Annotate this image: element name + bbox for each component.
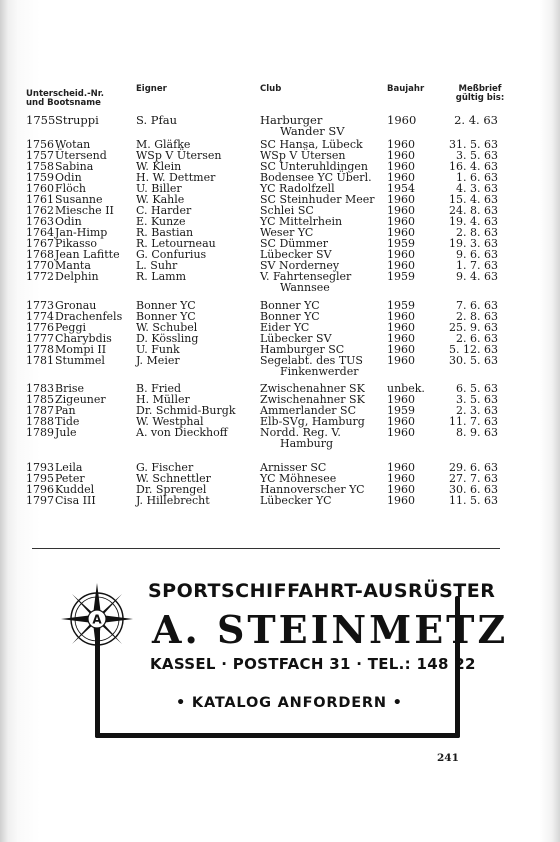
boat-name: Peter [55, 472, 85, 485]
owner-name: E. Kunze [136, 215, 186, 228]
boat-name: Charybdis [55, 332, 112, 345]
owner-name: W. Klein [136, 160, 182, 173]
boat-number: 1777 [26, 332, 54, 345]
owner-name: G. Fischer [136, 461, 194, 474]
club-name: Eider YC [260, 321, 310, 334]
certificate-valid-until: 7. 6. 63 [456, 299, 498, 312]
boat-name: Ütersend [55, 149, 107, 162]
boat-number: 1789 [26, 426, 54, 439]
header-nr-name [26, 90, 104, 108]
boat-name: Odin [55, 171, 82, 184]
header-eigner: Eigner [136, 84, 167, 94]
boat-name: Delphin [55, 270, 99, 283]
boat-name: Wotan [55, 138, 91, 151]
boat-number: 1787 [26, 404, 54, 417]
boat-name: Leila [55, 461, 83, 474]
owner-name: J. Meier [136, 354, 180, 367]
certificate-valid-until: 5. 12. 63 [449, 343, 498, 356]
boat-number: 1756 [26, 138, 54, 151]
owner-name: L. Suhr [136, 259, 178, 272]
build-year: 1959 [387, 237, 415, 250]
certificate-valid-until: 9. 4. 63 [456, 270, 498, 283]
owner-name: D. Kössling [136, 332, 199, 345]
club-name: Elb-SVg, Hamburg [260, 415, 365, 428]
certificate-valid-until: 2. 8. 63 [456, 310, 498, 323]
build-year: 1960 [387, 193, 415, 206]
build-year: 1960 [387, 149, 415, 162]
boat-name: Jan-Himp [55, 226, 108, 239]
club-name: Lübecker SV [260, 332, 332, 345]
owner-name: Bonner YC [136, 299, 196, 312]
boat-number: 1795 [26, 472, 54, 485]
ad-address: KASSEL · POSTFACH 31 · TEL.: 148 22 [150, 655, 476, 673]
certificate-valid-until: 19. 3. 63 [449, 237, 498, 250]
ad-headline: SPORTSCHIFFAHRT-AUSRÜSTER [148, 580, 496, 602]
boat-name: Tide [55, 415, 80, 428]
club-name: SC Steinhuder Meer [260, 193, 375, 206]
club-name: Harburger [260, 113, 323, 127]
build-year: 1960 [387, 415, 415, 428]
club-name: Arnisser SC [260, 461, 327, 474]
build-year: 1960 [387, 332, 415, 345]
build-year: 1960 [387, 259, 415, 272]
club-name-continued: Wander SV [280, 124, 345, 138]
boat-number: 1781 [26, 354, 54, 367]
owner-name: A. von Dieckhoff [136, 426, 228, 439]
build-year: 1960 [387, 171, 415, 184]
build-year: 1960 [387, 226, 415, 239]
club-name-continued: Finkenwerder [280, 365, 359, 378]
certificate-valid-until: 29. 6. 63 [449, 461, 498, 474]
boat-number: 1774 [26, 310, 54, 323]
owner-name: W. Kahle [136, 193, 185, 206]
certificate-valid-until: 2. 8. 63 [456, 226, 498, 239]
certificate-valid-until: 1. 7. 63 [456, 259, 498, 272]
ad-call-to-action: • KATALOG ANFORDERN • [176, 695, 403, 711]
build-year: 1960 [387, 138, 415, 151]
owner-name: H. Müller [136, 393, 190, 406]
boat-number: 1759 [26, 171, 54, 184]
club-name: Bodensee YC Überl. [260, 171, 372, 184]
build-year: 1960 [387, 393, 415, 406]
build-year: 1960 [387, 483, 415, 496]
certificate-valid-until: 2. 3. 63 [456, 404, 498, 417]
certificate-valid-until: 6. 5. 63 [456, 382, 498, 395]
certificate-valid-until: 1. 6. 63 [456, 171, 498, 184]
owner-name: M. Gläfke [136, 138, 191, 151]
build-year: 1959 [387, 270, 415, 283]
certificate-valid-until: 11. 5. 63 [449, 494, 498, 507]
boat-name: Jule [55, 426, 77, 439]
build-year: 1960 [387, 426, 415, 439]
boat-name: Struppi [55, 113, 99, 127]
build-year: 1960 [387, 248, 415, 261]
boat-number: 1757 [26, 149, 54, 162]
owner-name: W. Westphal [136, 415, 204, 428]
club-name: Hannoverscher YC [260, 483, 365, 496]
ad-company-name: A. STEINMETZ [152, 607, 509, 652]
owner-name: Dr. Schmid-Burgk [136, 404, 236, 417]
boat-number: 1764 [26, 226, 54, 239]
page-number: 241 [437, 752, 459, 764]
boat-number: 1768 [26, 248, 54, 261]
boat-number: 1778 [26, 343, 54, 356]
club-name: Zwischenahner SK [260, 382, 365, 395]
divider-line [32, 548, 500, 549]
header-nr-label: Unterscheid.-Nr. [26, 89, 104, 99]
certificate-valid-until: 27. 7. 63 [449, 472, 498, 485]
certificate-valid-until: 31. 5. 63 [449, 138, 498, 151]
club-name: Lübecker YC [260, 494, 332, 507]
owner-name: B. Fried [136, 382, 182, 395]
owner-name: U. Funk [136, 343, 180, 356]
boat-name: Odin [55, 215, 82, 228]
certificate-valid-until: 8. 9. 63 [456, 426, 498, 439]
build-year: 1959 [387, 299, 415, 312]
certificate-valid-until: 19. 4. 63 [449, 215, 498, 228]
build-year: 1960 [387, 215, 415, 228]
boat-number: 1773 [26, 299, 54, 312]
build-year: 1954 [387, 182, 415, 195]
club-name-continued: Hamburg [280, 437, 334, 450]
build-year: unbek. [387, 382, 425, 395]
owner-name: W. Schubel [136, 321, 198, 334]
header-baujahr: Baujahr [387, 84, 425, 94]
build-year: 1960 [387, 494, 415, 507]
boat-name: Susanne [55, 193, 103, 206]
club-name: Zwischenahner SK [260, 393, 365, 406]
owner-name: R. Lamm [136, 270, 186, 283]
boat-number: 1761 [26, 193, 54, 206]
logo-letter: A [92, 612, 102, 627]
owner-name: S. Pfau [136, 113, 178, 127]
club-name: Segelabt. des TUS [260, 354, 363, 367]
boat-name: Mompi II [55, 343, 107, 356]
boat-name: Pan [55, 404, 76, 417]
ad-frame-bottom-bar [95, 733, 460, 738]
certificate-valid-until: 30. 5. 63 [449, 354, 498, 367]
boat-number: 1758 [26, 160, 54, 173]
club-name: Schlei SC [260, 204, 314, 217]
owner-name: W. Schnettler [136, 472, 211, 485]
compass-rose-icon [60, 582, 134, 656]
certificate-valid-until: 3. 5. 63 [456, 393, 498, 406]
boat-name: Gronau [55, 299, 97, 312]
build-year: 1960 [387, 113, 417, 127]
club-name-continued: Wannsee [280, 281, 330, 294]
certificate-valid-until: 4. 3. 63 [456, 182, 498, 195]
club-name: SC Dümmer [260, 237, 328, 250]
boat-number: 1796 [26, 483, 54, 496]
boat-number: 1762 [26, 204, 54, 217]
build-year: 1959 [387, 404, 415, 417]
header-messbrief-label: Meßbrief [458, 84, 502, 94]
certificate-valid-until: 2. 6. 63 [456, 332, 498, 345]
certificate-valid-until: 15. 4. 63 [449, 193, 498, 206]
boat-number: 1785 [26, 393, 54, 406]
boat-name: Miesche II [55, 204, 114, 217]
boat-number: 1767 [26, 237, 54, 250]
club-name: SC Unteruhldingen [260, 160, 368, 173]
boat-name: Cisa III [55, 494, 96, 507]
boat-number: 1776 [26, 321, 54, 334]
boat-name: Zigeuner [55, 393, 106, 406]
club-name: V. Fahrtensegler [260, 270, 352, 283]
certificate-valid-until: 9. 6. 63 [456, 248, 498, 261]
build-year: 1960 [387, 160, 415, 173]
owner-name: R. Letourneau [136, 237, 216, 250]
boat-name: Sabina [55, 160, 94, 173]
header-gueltig-label: gültig bis: [455, 93, 505, 103]
owner-name: Bonner YC [136, 310, 196, 323]
boat-number: 1763 [26, 215, 54, 228]
boat-name: Stummel [55, 354, 105, 367]
club-name: WSp V Ütersen [260, 149, 346, 162]
club-name: YC Möhnesee [260, 472, 337, 485]
owner-name: G. Confurius [136, 248, 207, 261]
certificate-valid-until: 24. 8. 63 [449, 204, 498, 217]
club-name: Lübecker SV [260, 248, 332, 261]
boat-name: Peggi [55, 321, 87, 334]
boat-number: 1797 [26, 494, 54, 507]
boat-number: 1783 [26, 382, 54, 395]
club-name: YC Mittelrhein [260, 215, 343, 228]
boat-number: 1772 [26, 270, 54, 283]
owner-name: J. Hillebrecht [136, 494, 210, 507]
boat-name: Brise [55, 382, 85, 395]
owner-name: WSp V Ütersen [136, 149, 222, 162]
header-name-label: und Bootsname [26, 98, 101, 108]
build-year: 1960 [387, 472, 415, 485]
boat-name: Pikasso [55, 237, 98, 250]
club-name: Bonner YC [260, 299, 320, 312]
owner-name: Dr. Sprengel [136, 483, 207, 496]
build-year: 1960 [387, 310, 415, 323]
owner-name: U. Biller [136, 182, 182, 195]
certificate-valid-until: 16. 4. 63 [449, 160, 498, 173]
boat-name: Manta [55, 259, 91, 272]
club-name: SV Norderney [260, 259, 340, 272]
club-name: YC Radolfzell [260, 182, 335, 195]
boat-name: Drachenfels [55, 310, 123, 323]
header-club: Club [260, 84, 282, 94]
owner-name: R. Bastian [136, 226, 194, 239]
build-year: 1960 [387, 461, 415, 474]
build-year: 1960 [387, 354, 415, 367]
owner-name: H. W. Dettmer [136, 171, 216, 184]
certificate-valid-until: 3. 5. 63 [456, 149, 498, 162]
boat-number: 1788 [26, 415, 54, 428]
boat-number: 1760 [26, 182, 54, 195]
club-name: Bonner YC [260, 310, 320, 323]
owner-name: C. Harder [136, 204, 192, 217]
club-name: Weser YC [260, 226, 314, 239]
boat-name: Kuddel [55, 483, 95, 496]
boat-name: Flöch [55, 182, 87, 195]
build-year: 1960 [387, 343, 415, 356]
club-name: Nordd. Reg. V. [260, 426, 341, 439]
boat-name: Jean Lafitte [55, 248, 120, 261]
boat-number: 1793 [26, 461, 54, 474]
boat-number: 1755 [26, 113, 56, 127]
certificate-valid-until: 25. 9. 63 [449, 321, 498, 334]
boat-number: 1770 [26, 259, 54, 272]
certificate-valid-until: 11. 7. 63 [449, 415, 498, 428]
certificate-valid-until: 30. 6. 63 [449, 483, 498, 496]
club-name: SC Hansa, Lübeck [260, 138, 363, 151]
build-year: 1960 [387, 321, 415, 334]
club-name: Ammerlander SC [260, 404, 356, 417]
build-year: 1960 [387, 204, 415, 217]
certificate-valid-until: 2. 4. 63 [454, 113, 498, 127]
header-messbrief [445, 85, 515, 103]
club-name: Hamburger SC [260, 343, 345, 356]
